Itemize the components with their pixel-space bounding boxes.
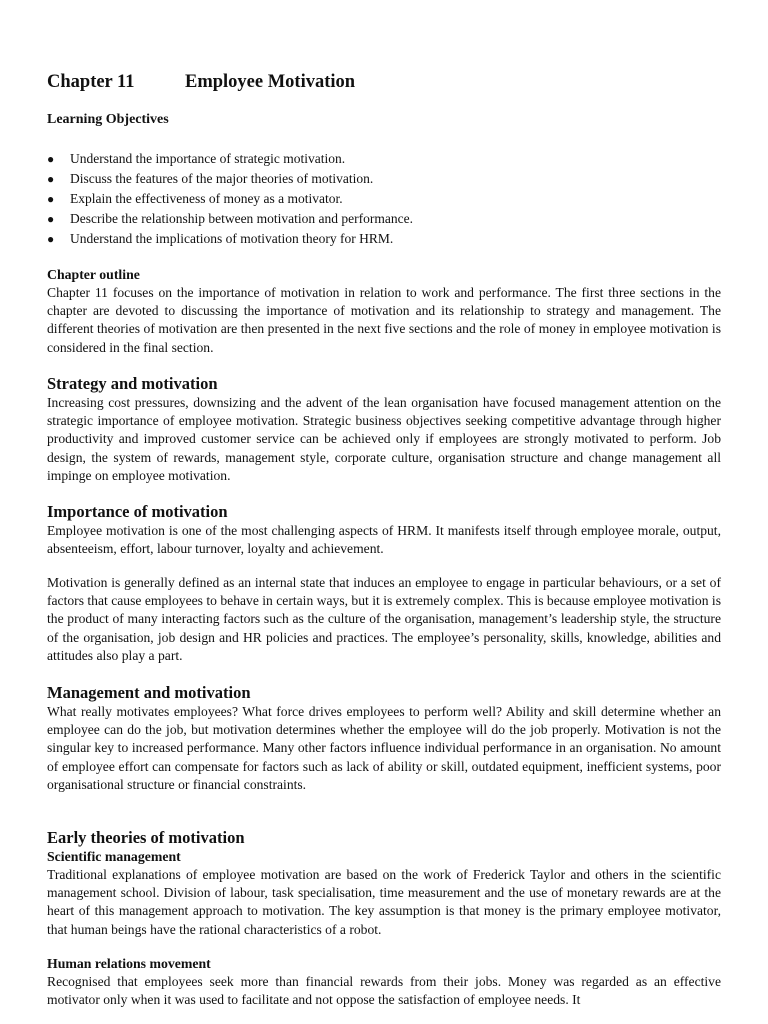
importance-text-2: Motivation is generally defined as an internal state that induces an employee to engage in particular behaviours, or a set of factors that cause employees to behave in certain ways, but it is extremely complex. This is because employee motivation is the product of many interacting factors such as the culture of the organisation, management’s leadership style, the structure of the organisation, job design and HR policies and practices. The employee’s personality, skills, knowledge, abilities and attitudes also play a part.: [47, 575, 721, 663]
importance-heading: Importance of motivation: [47, 502, 228, 521]
strategy-text: Increasing cost pressures, downsizing and the advent of the lean organisation have focused management attention on the strategic importance of employee motivation. Strategic business objectives seeking competitive advantage through higher productivity and improved customer service can be achieved only if employees are strongly motivated to perform. Job design, the system of rewards, management style, corporate culture, organisation structure and change management all impinge on employee motivation.: [47, 395, 721, 483]
bullet-icon: ●: [47, 212, 55, 226]
management-text: What really motivates employees? What force drives employees to perform well? Ability and skill determine whether an employee can do the job, but motivation determines whether the employee will do the job properly. Motivation is not the singular key to increased performance. Many other factors influence individual performance in an organisation. No amount of employee effort can compensate for factors such as lack of ability or skill, outdated equipment, inefficient systems, poor organisational structure or financial constraints.: [47, 704, 721, 792]
list-item: ● Describe the relationship between motivation and performance.: [47, 209, 413, 229]
list-item: ● Understand the implications of motivation theory for HRM.: [47, 229, 413, 249]
strategy-section: [47, 374, 721, 485]
early-theories-heading: Early theories of motivation: [47, 828, 245, 847]
scientific-management-text: Traditional explanations of employee motivation are based on the work of Frederick Taylor and others in the scientific management school. Division of labour, task specialisation, time measurement and the use of monetary rewards are at the heart of this management approach to motivation. The key assumption is that money is the primary employee motivator, that human beings have the rational characteristics of a robot.: [47, 867, 721, 937]
management-section: [47, 683, 721, 794]
importance-section-continued: [47, 574, 721, 665]
management-heading: Management and motivation: [47, 683, 251, 702]
list-item: ● Understand the importance of strategic motivation.: [47, 149, 413, 169]
early-theories-section: [47, 828, 721, 939]
bullet-icon: ●: [47, 232, 55, 246]
chapter-title: [47, 72, 355, 93]
chapter-outline-text: Chapter 11 focuses on the importance of motivation in relation to work and performance. The first three sections in the chapter are devoted to discussing the importance of motivation and its relationship to strategy and management. The different theories of motivation are then presented in the next five sections and the role of money in employee motivation is considered in the final section.: [47, 285, 721, 355]
list-item: ● Discuss the features of the major theories of motivation.: [47, 169, 413, 189]
human-relations-heading: Human relations movement: [47, 956, 211, 971]
bullet-icon: ●: [47, 172, 55, 186]
importance-section: [47, 502, 721, 558]
bullet-icon: ●: [47, 192, 55, 206]
learning-objectives-list: [47, 149, 413, 249]
human-relations-text: Recognised that employees seek more than financial rewards from their jobs. Money was regarded as an effective motivator only when it was used to facilitate and not oppose the satisfaction of employee needs. It: [47, 974, 721, 1008]
chapter-number: Chapter 11: [47, 72, 135, 92]
learning-objectives-heading: Learning Objectives: [47, 112, 169, 127]
strategy-heading: Strategy and motivation: [47, 374, 218, 393]
list-item: ● Explain the effectiveness of money as a motivator.: [47, 189, 413, 209]
chapter-outline-section: [47, 266, 721, 357]
chapter-name: Employee Motivation: [185, 72, 356, 92]
importance-text-1: Employee motivation is one of the most challenging aspects of HRM. It manifests itself through employee morale, output, absenteeism, effort, labour turnover, loyalty and achievement.: [47, 523, 721, 557]
chapter-outline-heading: Chapter outline: [47, 267, 140, 282]
bullet-icon: ●: [47, 152, 55, 166]
human-relations-section: [47, 955, 721, 1024]
scientific-management-heading: Scientific management: [47, 849, 181, 864]
